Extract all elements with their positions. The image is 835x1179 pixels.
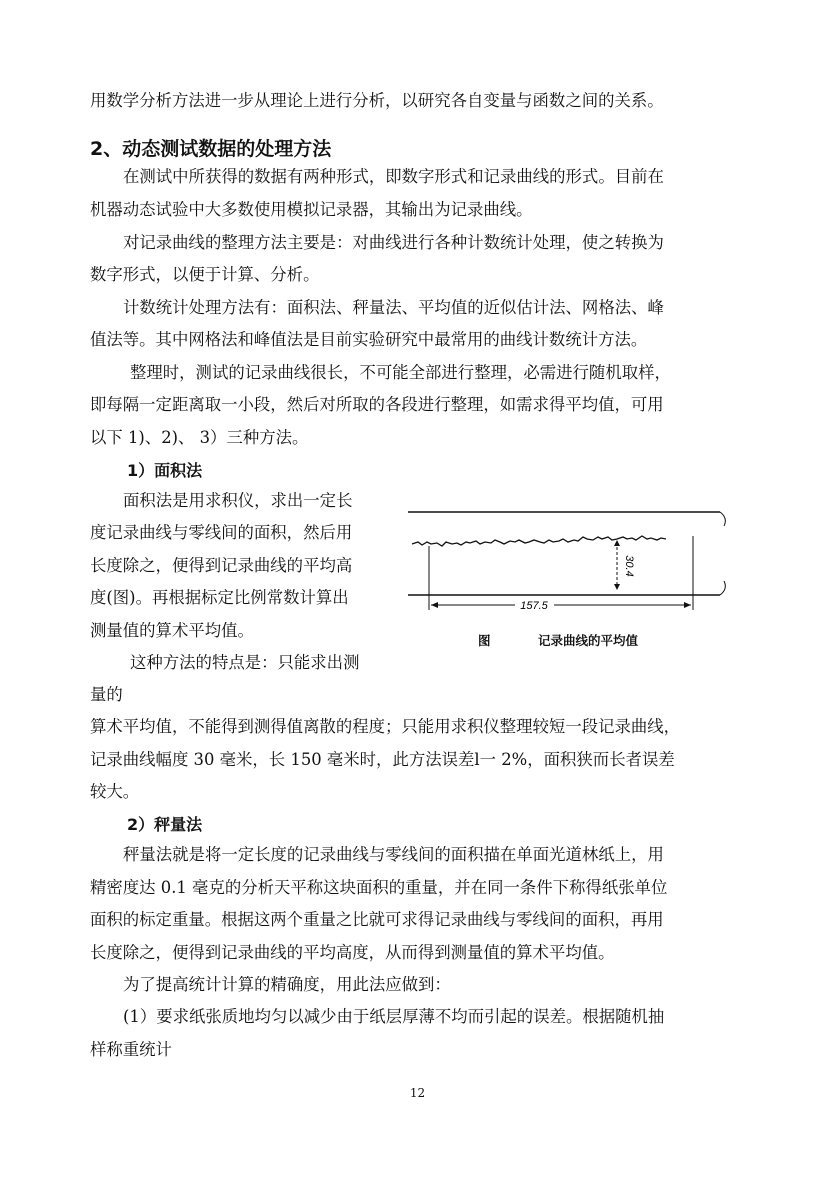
paragraph-line: 精密度达 0.1 毫克的分析天平称这块面积的重量，并在同一条件下称得纸张单位	[90, 878, 668, 897]
recording-curve-figure	[404, 494, 734, 624]
subsection-title: 2）秤量法	[127, 815, 203, 834]
paragraph-line: 整理时，测试的记录曲线很长，不可能全部进行整理，必需进行随机取样，	[130, 363, 671, 382]
paragraph-line: 记录曲线幅度 30 毫米，长 150 毫米时，此方法误差l一 2%，面积狭而长者误差	[90, 750, 675, 769]
subsection-title: 1）面积法	[127, 461, 203, 480]
paragraph-line: 测量值的算术平均值。	[90, 621, 254, 640]
height-arrow-top	[614, 540, 620, 546]
paragraph-line: 较大。	[90, 782, 140, 801]
strip-break-bottom	[720, 581, 725, 595]
length-arrow-left	[431, 602, 438, 608]
length-arrow-right	[684, 602, 691, 608]
paragraph-line: 量的	[90, 685, 123, 704]
figure-caption-label: 图	[478, 633, 491, 648]
paragraph-line: 以下 1)、2)、 3）三种方法。	[90, 428, 309, 447]
paragraph-line: 算术平均值，不能得到测得值离散的程度；只能用求积仪整理较短一段记录曲线，	[90, 717, 681, 736]
paragraph-line: 面积的标定重量。根据这两个重量之比就可求得记录曲线与零线间的面积，再用	[90, 910, 664, 929]
paragraph-line: 用数学分析方法进一步从理论上进行分析，以研究各自变量与函数之间的关系。	[90, 91, 664, 110]
strip-break-top	[720, 512, 725, 526]
paragraph-line: 计数统计处理方法有：面积法、秤量法、平均值的近似估计法、网格法、峰	[123, 298, 664, 317]
recording-curve-diagram	[404, 494, 734, 624]
paragraph-line: 长度除之，便得到记录曲线的平均高度，从而得到测量值的算术平均值。	[90, 943, 615, 962]
paragraph-line: 面积法是用求积仪，求出一定长	[123, 491, 353, 510]
paragraph-line: 这种方法的特点是：只能求出测	[130, 653, 360, 672]
paragraph-line: (1）要求纸张质地均匀以减少由于纸层厚薄不均而引起的误差。根据随机抽	[123, 1007, 665, 1026]
recording-curve	[412, 536, 666, 546]
page-number: 12	[409, 1086, 426, 1100]
height-arrow-bottom	[614, 584, 620, 590]
paragraph-line: 样称重统计	[90, 1040, 172, 1059]
length-label: 157.5	[520, 600, 548, 612]
paragraph-line: 度记录曲线与零线间的面积，然后用	[90, 523, 353, 542]
paragraph-line: 数字形式，以便于计算、分析。	[90, 265, 320, 284]
paragraph-line: 对记录曲线的整理方法主要是：对曲线进行各种计数统计处理，使之转换为	[123, 233, 664, 252]
figure-caption: 记录曲线的平均值	[538, 633, 639, 648]
paragraph-line: 度(图)。再根据标定比例常数计算出	[90, 588, 349, 607]
paragraph-line: 秤量法就是将一定长度的记录曲线与零线间的面积描在单面光道林纸上，用	[123, 845, 664, 864]
paragraph-line: 即每隔一定距离取一小段，然后对所取的各段进行整理，如需求得平均值，可用	[90, 395, 664, 414]
paragraph-line: 为了提高统计计算的精确度，用此法应做到：	[123, 975, 451, 994]
section-title: 2、动态测试数据的处理方法	[90, 138, 332, 160]
paragraph-line: 机器动态试验中大多数使用模拟记录器，其输出为记录曲线。	[90, 200, 533, 219]
paragraph-line: 长度除之，便得到记录曲线的平均高	[90, 556, 353, 575]
paragraph-line: 值法等。其中网格法和峰值法是目前实验研究中最常用的曲线计数统计方法。	[90, 330, 648, 349]
paragraph-line: 在测试中所获得的数据有两种形式，即数字形式和记录曲线的形式。目前在	[123, 167, 664, 186]
height-label: 30.4	[623, 555, 635, 577]
